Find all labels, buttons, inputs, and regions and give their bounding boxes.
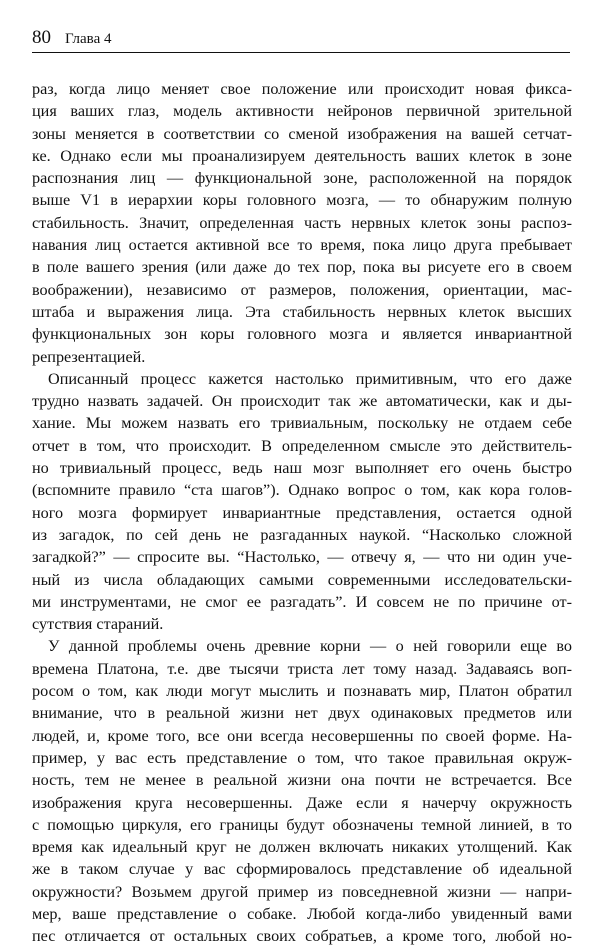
text-line: ный из числа обладающих самыми современными исследовательски- xyxy=(32,570,572,589)
text-line: людей, и, кроме того, все они всегда несовершенны по своей форме. На- xyxy=(32,726,572,745)
text-line: хание. Мы можем назвать его тривиальным, поскольку не отдаем себе xyxy=(32,414,572,433)
text-line: ность, тем не менее в реальной жизни она почти не встречается. Все xyxy=(32,771,572,790)
paragraph xyxy=(32,78,572,368)
text-line: пес отличается от остальных своих собратьев, а кроме того, любой но- xyxy=(32,927,572,946)
text-line: с помощью циркуля, его границы будут обозначены темной линией, в то xyxy=(32,815,572,834)
text-line: росом о том, как люди могут мыслить и познавать мир, Платон обратил xyxy=(32,682,572,701)
text-line: но тривиальный процесс, ведь наш мозг выполняет его очень быстро xyxy=(32,459,572,478)
text-line: ного мозга формирует инвариантные представления, остается одной xyxy=(32,503,572,522)
text-line: воображении), независимо от размеров, положения, ориентации, мас- xyxy=(32,280,572,299)
text-line: отчет в том, что происходит. В определенном смысле это действитель- xyxy=(32,436,572,455)
text-line: функциональных зон коры головного мозга и является инвариантной xyxy=(32,325,572,344)
text-line: стабильность. Значит, определенная часть нервных клеток зоны распоз- xyxy=(32,213,572,232)
text-line: Описанный процесс кажется настолько примитивным, что его даже xyxy=(48,369,572,388)
text-line: из загадок, по сей день не разгаданных наукой. “Насколько сложной xyxy=(32,525,572,544)
text-line: ке. Однако если мы проанализируем деятельность ваших клеток в зоне xyxy=(32,146,572,165)
text-line: ми инструментами, не смог ее разгадать”. И совсем не по причине от- xyxy=(32,592,572,611)
body-text xyxy=(32,78,572,948)
text-line: зоны меняется в соответствии со сменой изображения на вашей сетчат- xyxy=(32,124,572,143)
text-line: штаба и выражения лица. Эта стабильность нервных клеток высших xyxy=(32,302,572,321)
text-line: загадкой?” — спросите вы. “Настолько, — отвечу я, — что ни один уче- xyxy=(32,548,572,567)
text-line: трудно назвать задачей. Он происходит так же автоматически, как и ды- xyxy=(32,392,572,411)
chapter-title: Глава 4 xyxy=(65,31,112,47)
text-line: ция ваших глаз, модель активности нейронов первичной зрительной xyxy=(32,102,572,121)
text-line: в поле вашего зрения (или даже до тех пор, пока вы рисуете его в своем xyxy=(32,258,572,277)
text-line: (вспомните правило “ста шагов”). Однако вопрос о том, как кора голов- xyxy=(32,481,572,500)
text-line: репрезентацией. xyxy=(32,347,146,366)
text-line: навания лиц остается активной все то время, пока лицо друга пребывает xyxy=(32,236,572,255)
text-line: пример, у вас есть представление о том, что такое правильная окруж- xyxy=(32,748,572,767)
text-line: внимание, что в реальной жизни нет двух одинаковых предметов или xyxy=(32,704,572,723)
text-line: времена Платона, т.е. две тысячи триста лет тому назад. Задаваясь воп- xyxy=(32,659,572,678)
text-line: же в таком случае у вас сформировалось представление об идеальной xyxy=(32,860,572,879)
running-header xyxy=(32,26,570,53)
text-line: У данной проблемы очень древние корни — о ней говорили еще во xyxy=(48,637,572,656)
text-line: распознания лиц — функциональной зоне, расположенной на порядок xyxy=(32,169,572,188)
paragraph xyxy=(32,368,572,636)
text-line: время как идеальный круг не должен включать никаких утолщений. Как xyxy=(32,838,572,857)
page-number: 80 xyxy=(32,27,51,48)
text-line: мер, ваше представление о собаке. Любой когда-либо увиденный вами xyxy=(32,904,572,923)
text-line: раз, когда лицо меняет свое положение или происходит новая фикса- xyxy=(32,80,572,98)
text-line: окружности? Возьмем другой пример из повседневной жизни — напри- xyxy=(32,882,572,901)
text-line: сутствия стараний. xyxy=(32,615,164,634)
text-line: выше V1 в иерархии коры головного мозга, — то обнаружим полную xyxy=(32,191,572,210)
text-line: изображения круга несовершенны. Даже если я начерчу окружность xyxy=(32,793,572,812)
